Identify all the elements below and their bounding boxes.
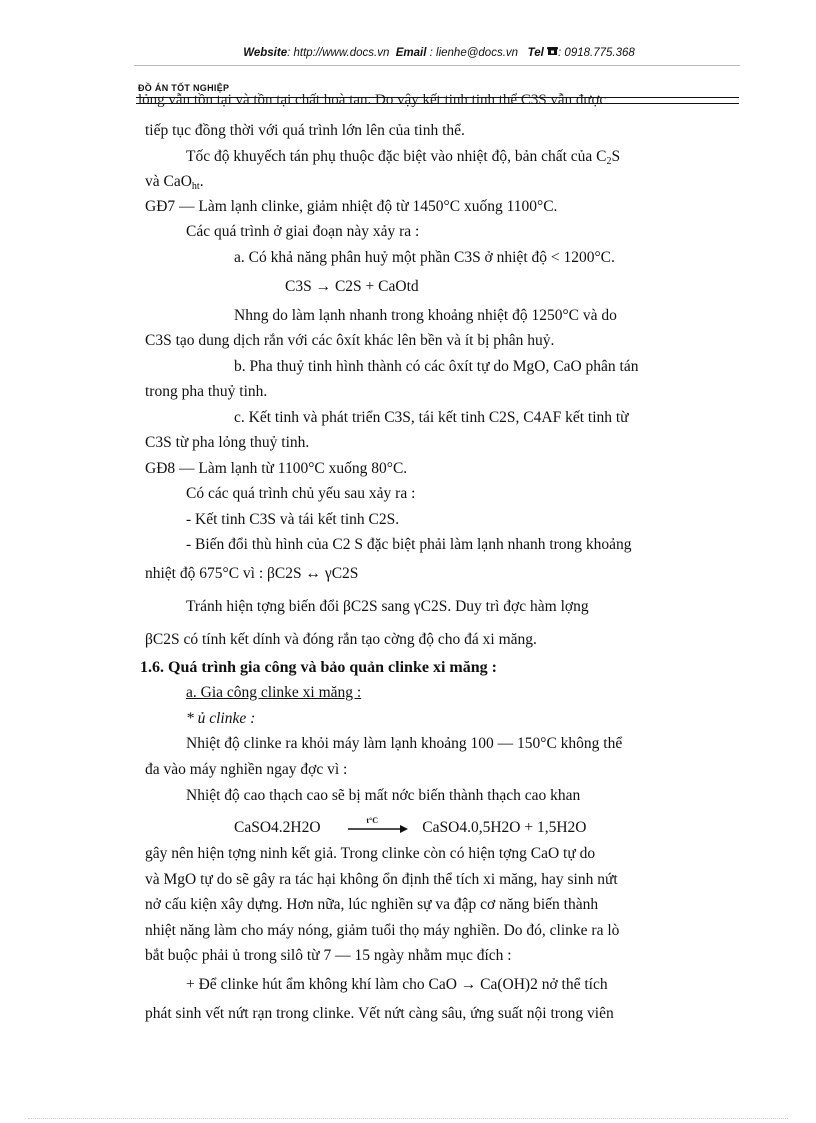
header-divider — [134, 65, 740, 66]
page-header — [138, 46, 740, 59]
body-line: βC2S có tính kết dính và đóng rắn tạo cờng độ cho đá xi măng. — [145, 631, 537, 648]
body-line: b. Pha thuỷ tinh hình thành có các ôxít tự do MgO, CaO phân tán — [234, 358, 639, 375]
body-line: Nhng do làm lạnh nhanh trong khoảng nhiệt độ 1250°C và do — [234, 307, 617, 324]
footer-divider — [28, 1118, 788, 1119]
body-line: đa vào máy nghiền ngay đợc vì : — [145, 761, 348, 778]
body-line: Các quá trình ở giai đoạn này xảy ra : — [186, 223, 420, 240]
strike-rule — [136, 97, 739, 98]
overlapped-text-line: lỏng vẫn tồn tại và tồn tại chất hoà tan. Do vậy kết tinh tinh thể C3S vẫn được — [138, 92, 607, 108]
body-line: C3S tạo dung dịch rắn với các ôxít khác lên bền và ít bị phân huỷ. — [145, 332, 555, 349]
document-tag: ĐỒ ÁN TỐT NGHIỆP — [138, 83, 230, 93]
body-line: C3S từ pha lỏng thuỷ tinh. — [145, 434, 310, 451]
reactant: CaSO4.2H2O — [234, 819, 321, 836]
website-value: : http://www.docs.vn — [287, 47, 390, 59]
email-label: Email — [395, 47, 427, 59]
body-line: + Để clinke hút ẩm không khí làm cho CaO → Ca(OH)2 nở thể tích — [186, 976, 608, 993]
body-line: gây nên hiện tợng ninh kết giả. Trong clinke còn có hiện tợng CaO tự do — [145, 845, 596, 862]
section-heading: 1.6. Quá trình gia công và bảo quản clinke xi măng : — [140, 659, 497, 676]
body-line: a. Có khả năng phân huỷ một phần C3S ở nhiệt độ < 1200°C. — [234, 249, 615, 266]
website-label: Website — [243, 47, 288, 59]
reaction-condition: t°C — [366, 816, 379, 826]
equation-line: C3S → C2S + CaOtd — [285, 278, 419, 295]
body-line: Tránh hiện tợng biến đổi βC2S sang γC2S. Duy trì đợc hàm lợng — [186, 598, 589, 615]
body-line: - Kết tinh C3S và tái kết tinh C2S. — [186, 511, 400, 528]
body-line: nhiệt năng làm cho máy nóng, giảm tuổi thọ máy nghiền. Do đó, clinke ra lò — [145, 922, 620, 939]
phone-icon — [547, 47, 558, 59]
body-line: nở cấu kiện xây dựng. Hơn nữa, lúc nghiền sự va đập cơ năng biến thành — [145, 896, 599, 913]
reaction-line — [234, 818, 586, 838]
body-line: Có các quá trình chủ yếu sau xảy ra : — [186, 485, 416, 502]
tel-label: Tel — [527, 47, 544, 59]
body-line: tiếp tục đồng thời với quá trình lớn lên của tinh thể. — [145, 122, 465, 139]
body-line: và MgO tự do sẽ gây ra tác hại không ổn định thể tích xi măng, hay sinh nứt — [145, 871, 618, 888]
strike-rule — [136, 103, 739, 104]
body-line: Tốc độ khuyếch tán phụ thuộc đặc biệt vào nhiệt độ, bản chất của $C_2S$ — [186, 148, 621, 167]
body-line: và CaO$_{ht}$. — [145, 173, 204, 192]
body-line: trong pha thuỷ tinh. — [145, 383, 268, 400]
subsection-heading: * ủ clinke : — [186, 710, 256, 727]
body-line: nhiệt độ 675°C vì : βC2S ↔ γC2S — [145, 565, 359, 582]
product: CaSO4.0,5H2O + 1,5H2O — [422, 819, 587, 836]
body-line: c. Kết tinh và phát triển C3S, tái kết tinh C2S, C4AF kết tinh từ — [234, 409, 629, 426]
body-line: bắt buộc phải ủ trong silô từ 7 — 15 ngày nhằm mục đích : — [145, 947, 512, 964]
subsection-heading: a. Gia công clinke xi măng : — [186, 684, 362, 701]
body-line: - Biến đổi thù hình của C2 S đặc biệt phải làm lạnh nhanh trong khoảng — [186, 536, 632, 553]
tel-value: : 0918.775.368 — [558, 47, 635, 59]
body-line: phát sinh vết nứt rạn trong clinke. Vết nứt càng sâu, ứng suất nội trong viên — [145, 1005, 614, 1022]
body-line: GĐ8 — Làm lạnh từ 1100°C xuống 80°C. — [145, 460, 408, 477]
body-line: GĐ7 — Làm lạnh clinke, giảm nhiệt độ từ 1450°C xuống 1100°C. — [145, 198, 558, 215]
body-line: Nhiệt độ cao thạch cao sẽ bị mất nớc biến thành thạch cao khan — [186, 787, 581, 804]
body-line: Nhiệt độ clinke ra khỏi máy làm lạnh khoảng 100 — 150°C không thể — [186, 735, 623, 752]
reaction-arrow — [348, 816, 408, 835]
email-value: : lienhe@docs.vn — [429, 47, 519, 59]
